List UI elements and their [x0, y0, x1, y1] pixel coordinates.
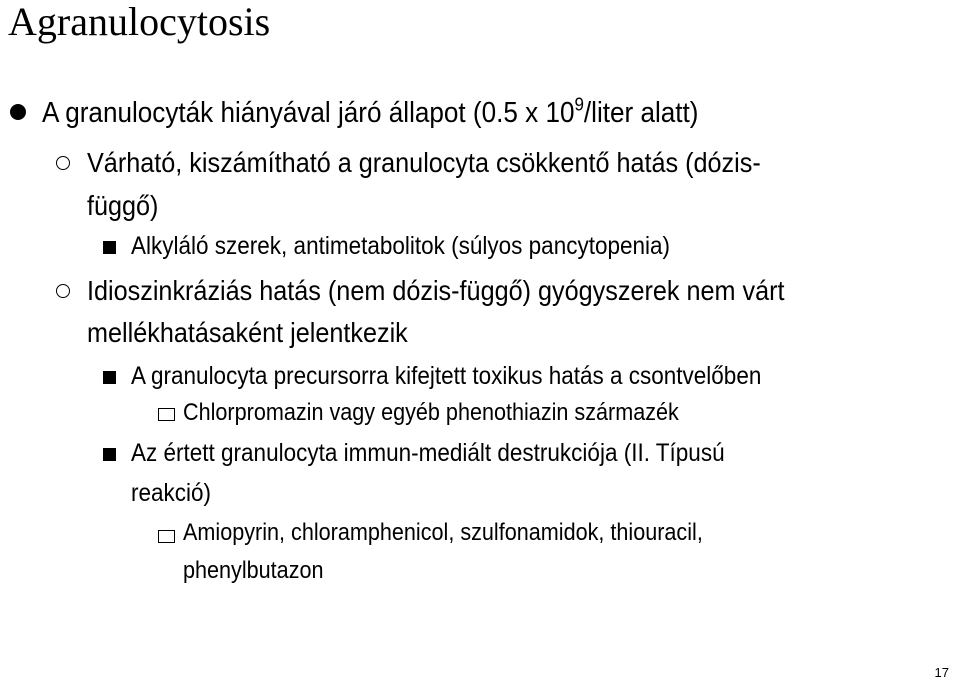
hollow-square-bullet-icon [158, 408, 175, 421]
bullet-chlorpromazin: Chlorpromazin vagy egyéb phenothiazin származék [183, 399, 679, 426]
bullet-precursor-toxicity: A granulocyta precursorra kifejtett toxikus hatás a csontvelőben [131, 362, 762, 390]
bullet-idiosyncratic-line2: mellékhatásaként jelentkezik [87, 317, 408, 348]
exponent: 9 [574, 93, 584, 115]
bullet-immune-mediated-line2: reakció) [131, 479, 212, 507]
square-bullet-icon [103, 448, 116, 461]
bullet-immune-mediated-line1: Az értett granulocyta immun-mediált destrukciója (II. Típusú [131, 439, 725, 467]
bullet-idiosyncratic-line1: Idioszinkráziás hatás (nem dózis-függő) gyógyszerek nem várt [87, 275, 785, 306]
bullet-agranulocytosis-definition: A granulocyták hiányával járó állapot (0.5 x $10^9$/liter alatt) [42, 93, 699, 129]
bullet-alkylating-agents: Alkyláló szerek, antimetabolitok (súlyos pancytopenia) [131, 232, 671, 260]
square-bullet-icon [103, 241, 116, 254]
slide-title: Agranulocytosis [8, 0, 271, 44]
disc-bullet-icon [10, 104, 26, 120]
ring-bullet-icon [56, 156, 70, 170]
page-number: 17 [934, 665, 949, 680]
bullet-dose-dependent-line2: függő) [87, 190, 159, 221]
ring-bullet-icon [56, 284, 70, 298]
bullet-drug-list-line1: Amiopyrin, chloramphenicol, szulfonamidok, thiouracil, [183, 519, 703, 546]
bullet-dose-dependent-line1: Várható, kiszámítható a granulocyta csökkentő hatás (dózis- [87, 147, 761, 178]
square-bullet-icon [103, 371, 116, 384]
hollow-square-bullet-icon [158, 530, 175, 543]
bullet-drug-list-line2: phenylbutazon [183, 557, 324, 584]
